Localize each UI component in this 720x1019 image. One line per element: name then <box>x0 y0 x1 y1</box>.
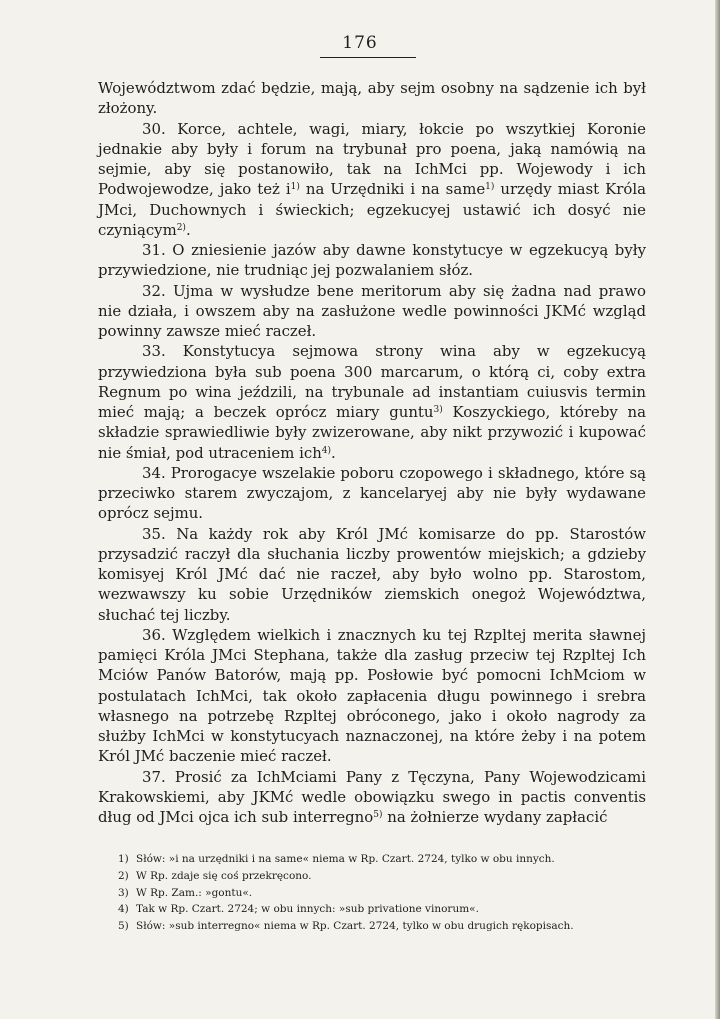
footnote-mark: 5) <box>118 920 129 933</box>
footnote-mark: 2) <box>118 869 129 882</box>
paragraph <box>98 240 646 281</box>
text-run: . <box>185 220 191 239</box>
page-number: 176 <box>342 33 378 53</box>
text-run: 33. Konstytucya sejmowa strony wina aby w egzekucyą przywiedziona była sub poena 300 marcarum, o którą ci, coby extra Regnum po wina jeździli, na trybunale ad instantiam cuiusvis termin mieć mają; a beczek oprócz miary guntu <box>98 342 646 421</box>
text-run: 37. Prosić za IchMciami Pany z Tęczyna, Pany Wojewodzicami Krakowskiemi, aby JKMć wedle obowiązku swego in pactis conventis dług od JMci ojca ich sub interregno <box>98 767 646 826</box>
main-text <box>98 78 646 827</box>
footnote <box>118 918 648 935</box>
text-run: 36. Względem wielkich i znacznych ku tej Rzpltej merita sławnej pamięci Króla JMci Stephana, także dla zasług przeciw tej Rzpltej Ich Mciów Panów Batorów, mają pp. Posłowie być pomocni IchMciom w postulatach IchMci, tak około zapłacenia długu powinnego i srebra własnego na potrzebę Rzpltej obróconego, jako i około nagrody za służby IchMci w konstytucyach naznaczonej, na które żeby i na potem Król JMć baczenie mieć raczeł. <box>98 625 646 766</box>
footnote-ref: 4) <box>321 445 332 456</box>
text-run: 32. Ujma w wysłudze bene meritorum aby się żadna nad prawo nie działa, i owszem aby na zasłużone wedle powinności JKMć wzgląd powinny zawsze mieć raczeł. <box>98 281 646 340</box>
page-edge <box>715 0 720 1019</box>
header-rule <box>320 57 416 58</box>
text-run: 30. Korce, achtele, wagi, miary, łokcie po wszytkiej Koronie jednakie aby były i forum na trybunał pro poena, jaką namówią na sejmie, aby się postanowiło, tak na IchMci pp. Wojewody i ich Podwojewodze, jako też i <box>98 119 646 199</box>
footnote-mark: 1) <box>118 853 129 865</box>
paragraph <box>98 341 646 463</box>
footnotes <box>118 851 648 935</box>
footnote-text: W Rp. Zam.: »gontu«. <box>136 886 253 899</box>
paragraph <box>98 281 646 342</box>
paragraph <box>98 625 646 767</box>
footnote-mark: 3) <box>118 886 129 899</box>
text-run: Koszyckiego, któreby na składzie sprawiedliwie były zwizerowane, aby nikt przywozić i kupować nie śmiał, pod utraceniem ich <box>98 403 646 462</box>
paragraph <box>98 767 646 828</box>
footnote-ref: 3) <box>433 405 443 415</box>
footnote-ref: 2) <box>176 222 186 233</box>
text-run: 31. O zniesienie jazów aby dawne konstytucye w egzekucyą były przywiedzione, nie trudniąc jej pozwalaniem słóz. <box>98 241 646 280</box>
footnote-text: Słów: »i na urzędniki i na same« niema w Rp. Czart. 2724, tylko w obu innych. <box>136 853 555 865</box>
text-run: Województwom zdać będzie, mają, aby sejm osobny na sądzenie ich był złożony. <box>98 79 646 118</box>
text-run: 35. Na każdy rok aby Król JMć komisarze do pp. Starostów przysadzić raczył dla słuchania liczby prowentów miejskich; a gdzieby komisyej Król JMć dać nie raczeł, aby było wolno pp. Starostom, wezwawszy ku sobie Urzędników ziemskich onegoż Województwa, słuchać tej liczby. <box>98 524 646 624</box>
text-run: 34. Prorogacye wszelakie poboru czopowego i składnego, które są przeciwko starem zwyczajom, z kancelaryej aby nie były wydawane oprócz sejmu. <box>98 463 646 523</box>
text-run: na Urzędniki i na same <box>299 180 486 199</box>
footnote <box>118 851 648 868</box>
paragraph <box>98 524 646 625</box>
footnote-ref: 5) <box>373 810 383 820</box>
text-run: urzędy miast Króla JMci, Duchownych i świeckich; egzekucyej ustawić ich dosyć nie czyniącym <box>98 180 646 239</box>
footnote-mark: 4) <box>118 903 129 916</box>
paragraph <box>98 463 646 524</box>
footnote-text: W Rp. zdaje się coś przekręcono. <box>136 869 312 882</box>
footnote <box>118 868 648 885</box>
footnote-ref: 1) <box>485 182 495 193</box>
footnote-text: Słów: »sub interregno« niema w Rp. Czart. 2724, tylko w obu drugich rękopisach. <box>136 920 574 933</box>
paragraph <box>98 119 646 241</box>
footnote-text: Tak w Rp. Czart. 2724; w obu innych: »sub privatione vinorum«. <box>136 903 479 916</box>
paragraph <box>98 78 646 119</box>
text-run: na żołnierze wydany zapłacić <box>382 808 608 826</box>
footnote <box>118 901 648 918</box>
footnote <box>118 885 648 902</box>
text-run: . <box>331 443 336 462</box>
footnote-ref: 1) <box>290 182 300 193</box>
